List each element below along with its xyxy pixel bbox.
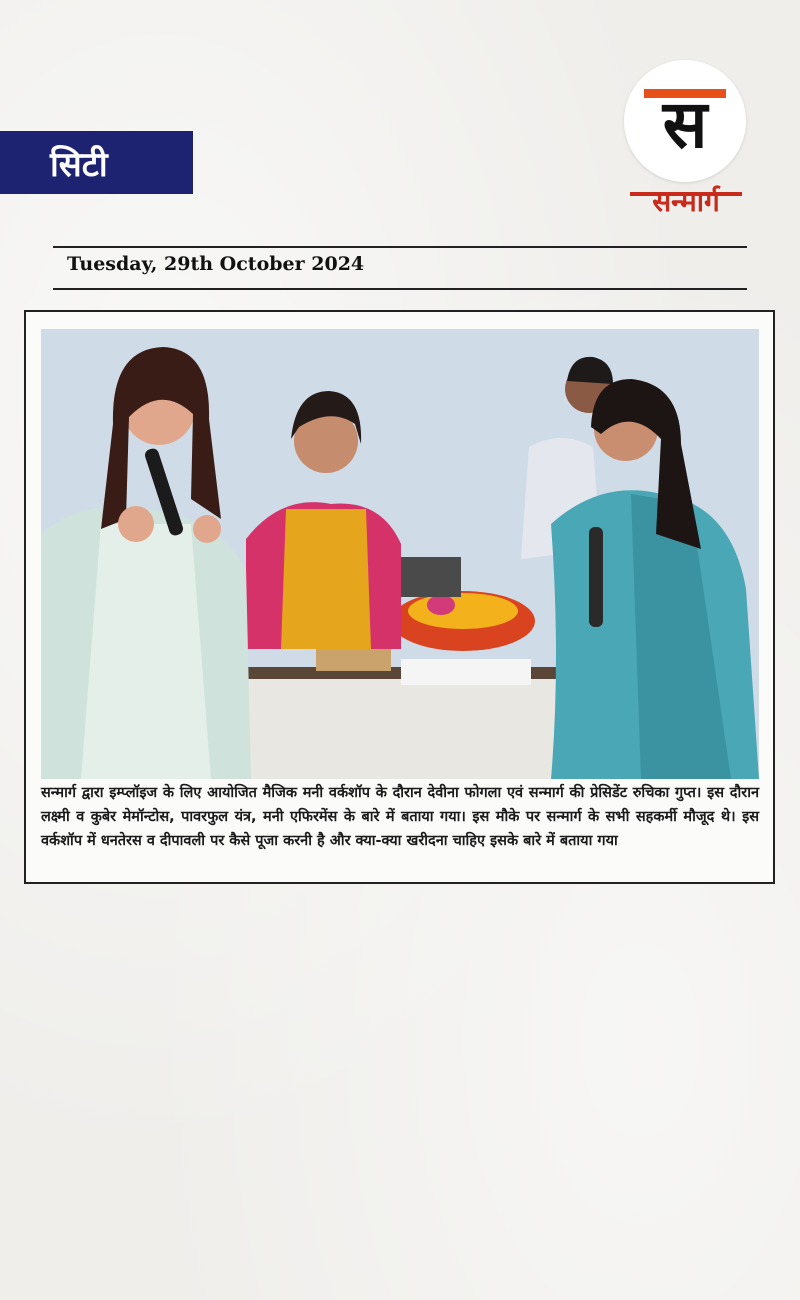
event-photo-icon [41,329,759,779]
section-label: सिटी [50,144,108,185]
sanmarg-logo [622,60,750,230]
logo-letter: स [662,86,708,163]
logo-badge [624,60,746,182]
publication-date: Tuesday, 29th October 2024 [67,253,365,275]
stage-table [241,674,561,779]
section-tab [0,131,193,194]
logo-name: सन्मार्ग [652,185,720,218]
news-clipping [24,310,775,884]
event-photo [41,329,759,779]
photo-caption: सन्मार्ग द्वारा इम्प्लॉइज के लिए आयोजित मैजिक मनी वर्कशॉप के दौरान देवीना फोगला एवं सन्मार्ग की प्रेसिडेंट रुचिका गुप्त। इस दौरान लक्ष्मी व कुबेर मेमॉन्टोस, पावरफुल यंत्र, मनी एफिरमेंस के बारे में बताया गया। इस मौके पर सन्मार्ग के सभी सहकर्मी मौजूद थे। इस वर्कशॉप में धनतेरस व दीपावली पर कैसे पूजा करनी है और क्या-क्या खरीदना चाहिए इसके बारे में बताया गया [41,785,759,849]
date-rule-top [53,246,747,248]
date-rule-bottom [53,288,747,290]
